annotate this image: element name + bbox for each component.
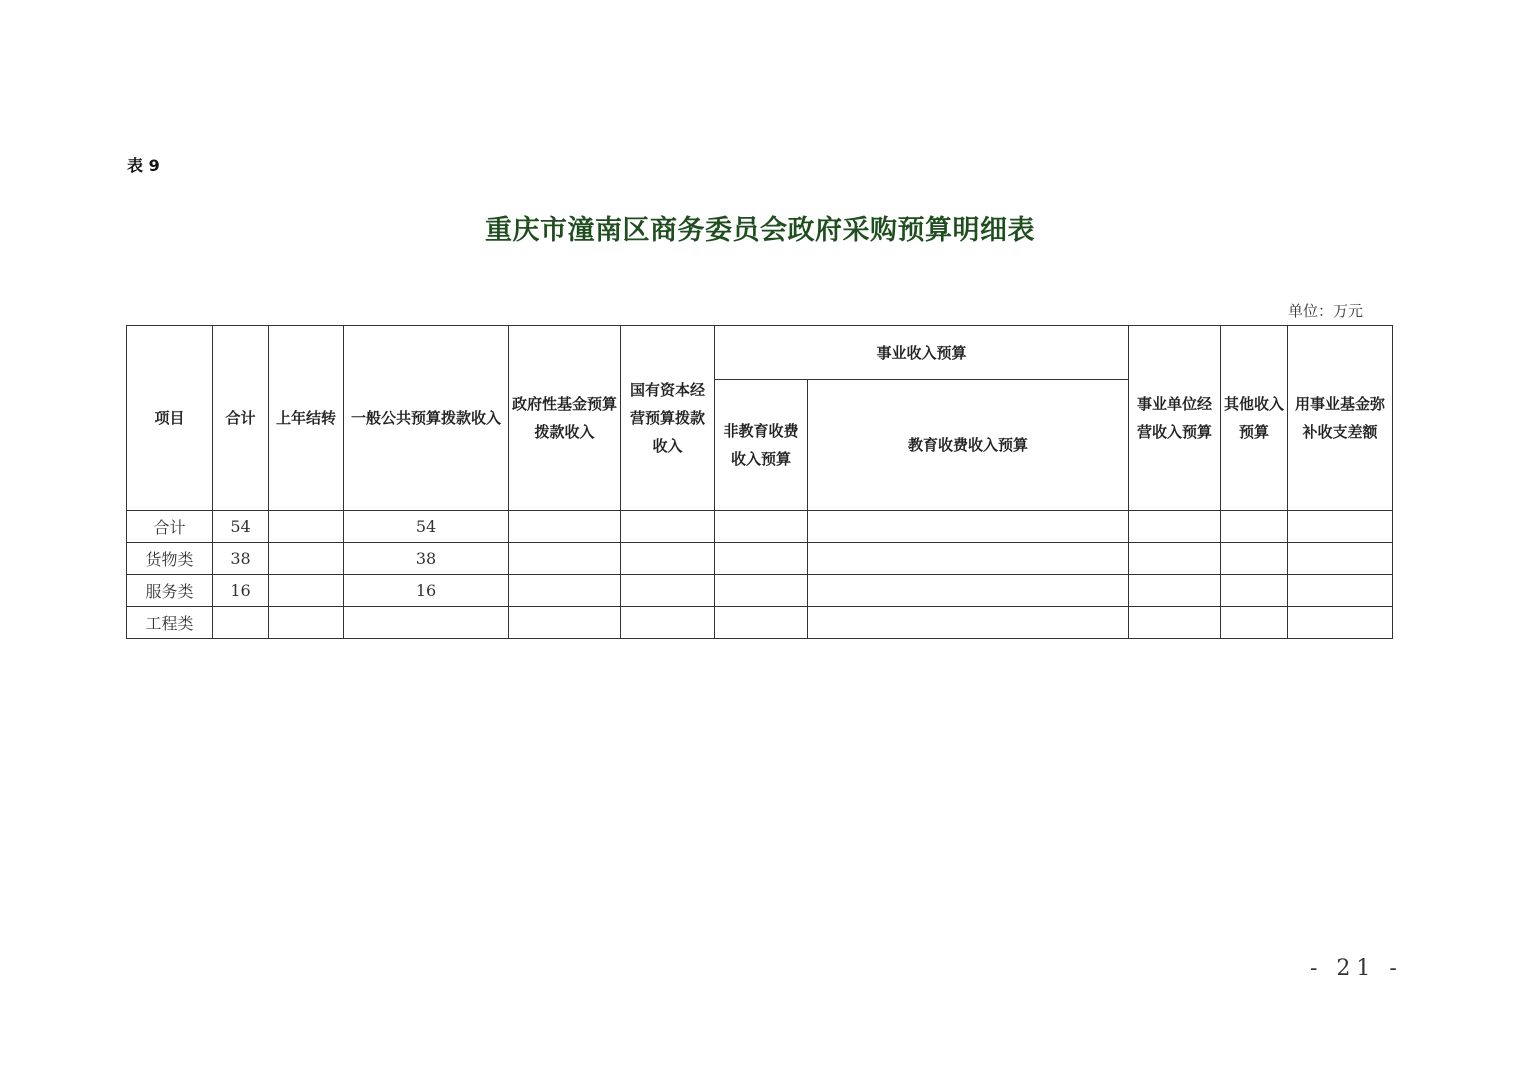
header-non-edu-fee: 非教育收费收入预算 bbox=[715, 380, 808, 511]
page-number: - 21 - bbox=[1310, 956, 1403, 981]
cell-edu-fee bbox=[808, 543, 1129, 575]
cell-edu-fee bbox=[808, 511, 1129, 543]
cell-carryover bbox=[269, 543, 344, 575]
cell-carryover bbox=[269, 607, 344, 639]
cell-other-income bbox=[1221, 575, 1288, 607]
cell-non-edu-fee bbox=[715, 543, 808, 575]
cell-unit-operating bbox=[1129, 575, 1221, 607]
cell-unit-operating bbox=[1129, 511, 1221, 543]
cell-gov-fund bbox=[509, 607, 621, 639]
table-row bbox=[127, 575, 1393, 607]
cell-item: 合计 bbox=[127, 511, 213, 543]
cell-non-edu-fee bbox=[715, 607, 808, 639]
cell-fund-balance bbox=[1288, 607, 1393, 639]
cell-total: 16 bbox=[213, 575, 269, 607]
header-edu-fee: 教育收费收入预算 bbox=[808, 380, 1129, 511]
header-fund-balance: 用事业基金弥补收支差额 bbox=[1288, 326, 1393, 511]
table-row bbox=[127, 511, 1393, 543]
cell-state-capital bbox=[621, 543, 715, 575]
cell-general-public: 54 bbox=[344, 511, 509, 543]
cell-other-income bbox=[1221, 543, 1288, 575]
cell-fund-balance bbox=[1288, 543, 1393, 575]
cell-general-public: 38 bbox=[344, 543, 509, 575]
cell-edu-fee bbox=[808, 575, 1129, 607]
cell-non-edu-fee bbox=[715, 575, 808, 607]
cell-gov-fund bbox=[509, 511, 621, 543]
header-business-income-group: 事业收入预算 bbox=[715, 326, 1129, 380]
cell-item: 工程类 bbox=[127, 607, 213, 639]
header-general-public: 一般公共预算拨款收入 bbox=[344, 326, 509, 511]
cell-state-capital bbox=[621, 511, 715, 543]
cell-edu-fee bbox=[808, 607, 1129, 639]
header-gov-fund: 政府性基金预算拨款收入 bbox=[509, 326, 621, 511]
table-row bbox=[127, 543, 1393, 575]
cell-state-capital bbox=[621, 575, 715, 607]
cell-non-edu-fee bbox=[715, 511, 808, 543]
procurement-budget-table bbox=[126, 325, 1393, 639]
header-carryover: 上年结转 bbox=[269, 326, 344, 511]
header-state-capital: 国有资本经营预算拨款收入 bbox=[621, 326, 715, 511]
cell-total bbox=[213, 607, 269, 639]
header-item: 项目 bbox=[127, 326, 213, 511]
table-row bbox=[127, 607, 1393, 639]
header-unit-operating: 事业单位经营收入预算 bbox=[1129, 326, 1221, 511]
cell-unit-operating bbox=[1129, 607, 1221, 639]
cell-general-public bbox=[344, 607, 509, 639]
cell-gov-fund bbox=[509, 543, 621, 575]
cell-carryover bbox=[269, 511, 344, 543]
cell-item: 服务类 bbox=[127, 575, 213, 607]
cell-general-public: 16 bbox=[344, 575, 509, 607]
cell-item: 货物类 bbox=[127, 543, 213, 575]
cell-total: 54 bbox=[213, 511, 269, 543]
cell-carryover bbox=[269, 575, 344, 607]
cell-fund-balance bbox=[1288, 511, 1393, 543]
cell-other-income bbox=[1221, 511, 1288, 543]
cell-fund-balance bbox=[1288, 575, 1393, 607]
table-label: 表 9 bbox=[127, 156, 160, 175]
header-total: 合计 bbox=[213, 326, 269, 511]
cell-other-income bbox=[1221, 607, 1288, 639]
header-other-income: 其他收入预算 bbox=[1221, 326, 1288, 511]
cell-total: 38 bbox=[213, 543, 269, 575]
cell-unit-operating bbox=[1129, 543, 1221, 575]
cell-gov-fund bbox=[509, 575, 621, 607]
unit-label: 单位：万元 bbox=[1288, 302, 1364, 320]
page-title: 重庆市潼南区商务委员会政府采购预算明细表 bbox=[485, 215, 1035, 246]
cell-state-capital bbox=[621, 607, 715, 639]
